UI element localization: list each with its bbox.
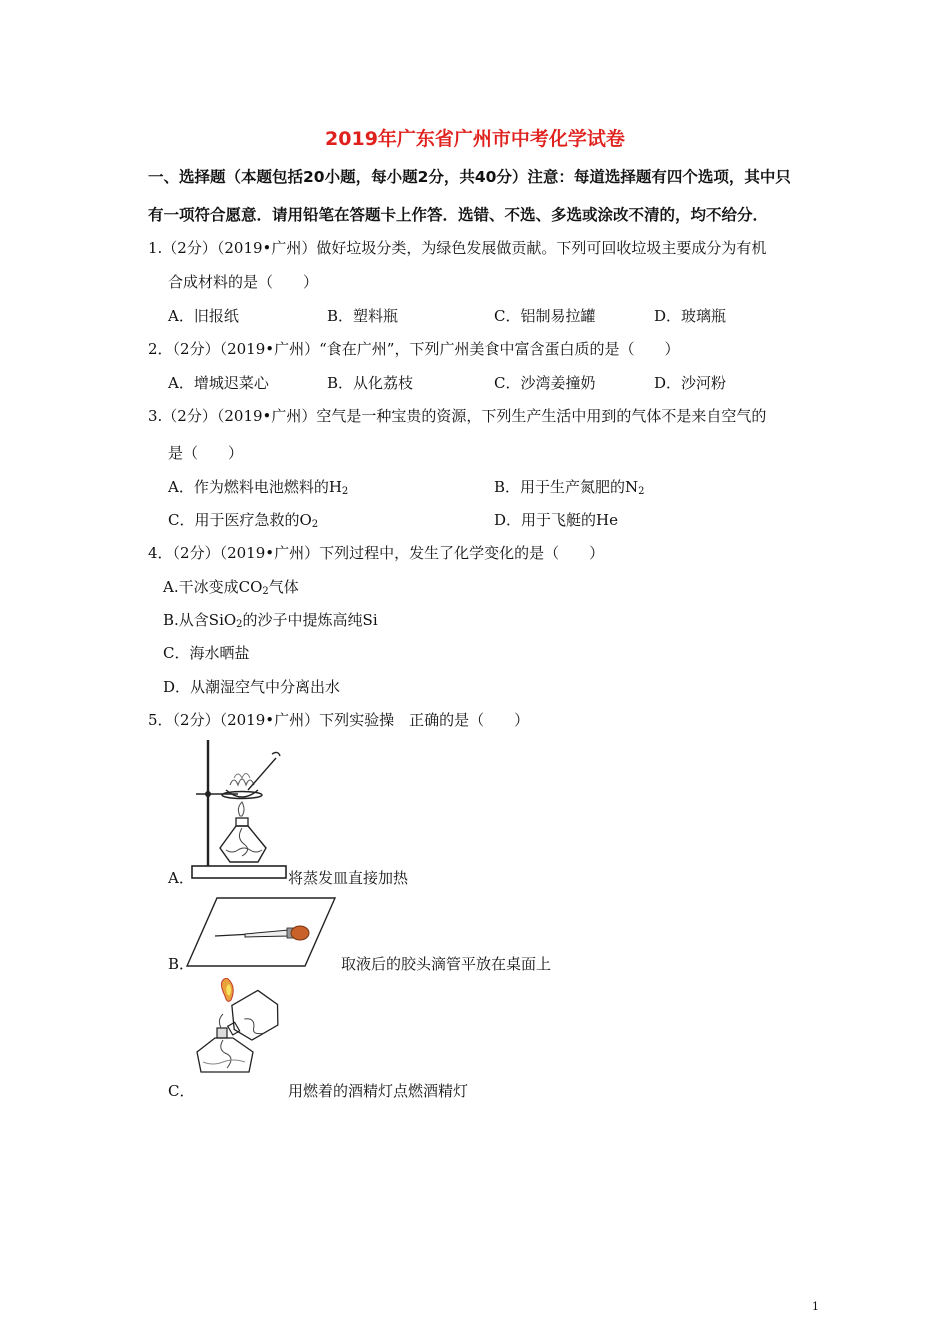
question-5-option-b-text: 取液后的胶头滴管平放在桌面上	[341, 955, 552, 973]
question-4-stem: 4．（2分）（2019•广州）下列过程中，发生了化学变化的是（ ）	[148, 544, 605, 562]
dropper-on-table-figure	[185, 896, 337, 968]
question-5-option-a-label: A．	[168, 869, 194, 887]
question-1-option-c: C．铝制易拉罐	[494, 307, 596, 325]
question-4-option-b: B.从含SiO$_2$的沙子中提炼高纯Si	[163, 611, 378, 630]
evaporating-dish-heating-figure	[190, 738, 290, 882]
question-5-option-b-label: B．	[168, 955, 195, 973]
question-3-option-a: A．作为燃料电池燃料的$H_2$	[168, 478, 349, 497]
question-5-option-c-label: C．	[168, 1082, 195, 1100]
question-3-option-d: D．用于飞艇的He	[494, 511, 618, 529]
question-4-option-a: A.干冰变成$CO_2$气体	[163, 578, 299, 597]
question-3-option-b: B．用于生产氮肥的$N_2$	[494, 478, 645, 497]
question-1-stem: 1.（2分）（2019•广州）做好垃圾分类，为绿色发展做贡献。下列可回收垃圾主要成分为有机	[148, 239, 767, 257]
page-title: 2019年广东省广州市中考化学试卷	[325, 128, 625, 150]
question-3-option-c: C．用于医疗急救的$O_2$	[168, 511, 319, 530]
page-number: 1	[812, 1300, 819, 1313]
question-2-option-d: D．沙河粉	[654, 374, 727, 392]
question-5-option-c-text: 用燃着的酒精灯点燃酒精灯	[288, 1082, 469, 1100]
question-1-option-b: B．塑料瓶	[327, 307, 399, 325]
question-1-stem-cont: 合成材料的是（ ）	[168, 273, 319, 291]
question-1-option-a: A．旧报纸	[168, 307, 239, 325]
question-2-stem: 2．（2分）（2019•广州）“食在广州”，下列广州美食中富含蛋白质的是（ ）	[148, 340, 680, 358]
question-4-option-d: D．从潮湿空气中分离出水	[163, 678, 341, 696]
section-instructions-line-1: 一、选择题（本题包括20小题，每小题2分，共40分）注意：每道选择题有四个选项，其中只	[148, 168, 791, 186]
question-1-option-d: D．玻璃瓶	[654, 307, 727, 325]
question-3-stem-cont: 是（ ）	[168, 444, 244, 462]
question-2-option-b: B．从化荔枝	[327, 374, 414, 392]
section-instructions-line-2: 有一项符合愿意．请用铅笔在答题卡上作答．选错、不选、多选或涂改不清的，均不给分．	[148, 206, 769, 224]
question-2-option-a: A．增城迟菜心	[168, 374, 269, 392]
question-2-option-c: C．沙湾姜撞奶	[494, 374, 596, 392]
question-5-stem: 5．（2分）（2019•广州）下列实验操 正确的是（ ）	[148, 711, 530, 729]
question-3-stem: 3.（2分）（2019•广州）空气是一种宝贵的资源，下列生产生活中用到的气体不是来自空气的	[148, 407, 767, 425]
question-5-option-a-text: 将蒸发皿直接加热	[288, 869, 409, 887]
question-4-option-c: C．海水晒盐	[163, 644, 250, 662]
lamp-lighting-lamp-figure	[185, 978, 285, 1078]
